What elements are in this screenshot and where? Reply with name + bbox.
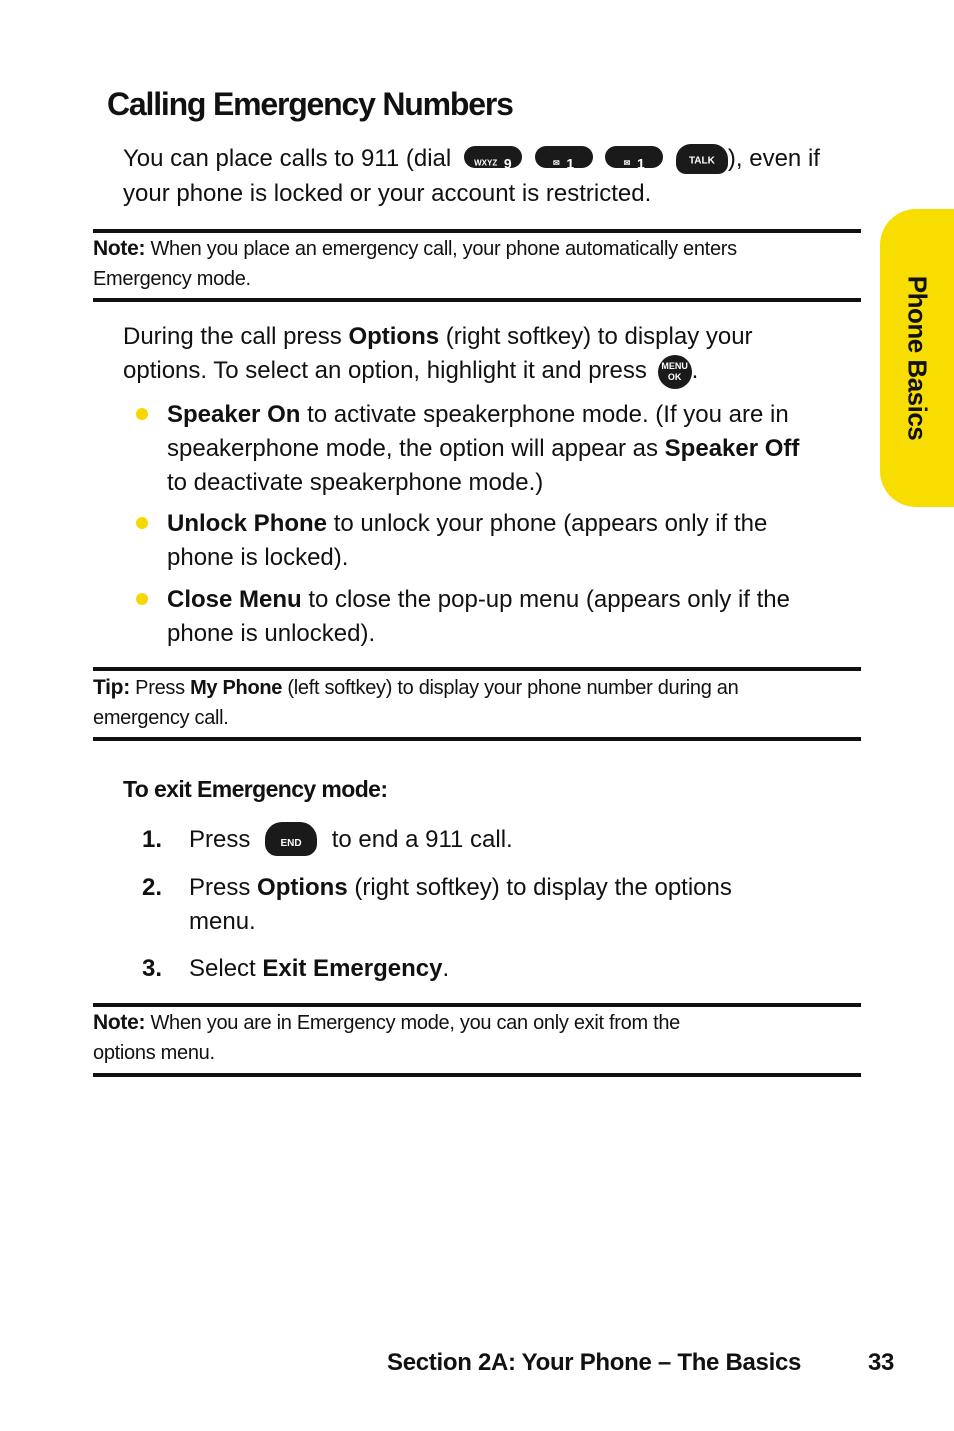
side-tab-label: Phone Basics	[902, 275, 933, 441]
step-number: 3.	[142, 955, 163, 982]
bullet-item-close: Close Menu to close the pop-up menu (appears only if the phone is unlocked).	[167, 586, 790, 647]
bullet-icon	[136, 517, 148, 529]
intro-text-end: ), even if	[727, 145, 820, 172]
key-1-icon-second: ✉ 1	[605, 146, 663, 168]
intro-line-2: your phone is locked or your account is restricted.	[123, 180, 652, 207]
menu-ok-key-icon: MENU OK	[658, 355, 692, 389]
bullet-icon	[136, 593, 148, 605]
key-1-icon: ✉ 1	[535, 146, 593, 168]
step-1: Press END to end a 911 call.	[189, 823, 513, 858]
step-2: Press Options (right softkey) to display the options menu.	[189, 874, 732, 935]
exit-heading: To exit Emergency mode:	[123, 776, 388, 802]
note-top-rule	[93, 229, 861, 233]
intro-text-start: You can place calls to 911 (dial	[123, 145, 452, 172]
intro-line-1	[123, 142, 863, 176]
page-number: 33	[868, 1349, 895, 1376]
footer-section: Section 2A: Your Phone – The Basics	[387, 1349, 802, 1376]
bullet-item-speaker: Speaker On to activate speakerphone mode. (If you are in speakerphone mode, the option will appear as Speaker Off to deactivate speakerphone mode.)	[167, 401, 800, 496]
options-line-2: options. To select an option, highlight it and press MENU OK .	[123, 354, 698, 389]
note2-top-rule	[93, 1003, 861, 1007]
note2-label: Note:	[93, 1011, 146, 1034]
note-text-2: Emergency mode.	[93, 268, 251, 290]
note-box	[93, 234, 861, 294]
talk-key-icon: TALK	[676, 144, 728, 174]
bullet-icon	[136, 408, 148, 420]
step-number: 1.	[142, 826, 163, 853]
tip-top-rule	[93, 667, 861, 671]
note2-box: Note: When you are in Emergency mode, you can only exit from the options menu.	[93, 1011, 680, 1064]
note-bottom-rule	[93, 298, 861, 302]
step-number: 2.	[142, 874, 163, 901]
step-3: Select Exit Emergency.	[189, 955, 450, 982]
page-title: Calling Emergency Numbers	[107, 86, 513, 122]
note-text: When you place an emergency call, your phone automatically enters	[150, 238, 737, 260]
note2-bottom-rule	[93, 1073, 861, 1077]
note-label: Note:	[93, 237, 146, 260]
key-9-icon: WXYZ 9	[464, 146, 522, 168]
bullet-item-unlock: Unlock Phone to unlock your phone (appears only if the phone is locked).	[167, 510, 768, 571]
tip-box: Tip: Press My Phone (left softkey) to display your phone number during an emergency call.	[93, 676, 739, 729]
tip-bottom-rule	[93, 737, 861, 741]
tip-label: Tip:	[93, 676, 130, 699]
options-line-1: During the call press Options (right softkey) to display your	[123, 323, 753, 350]
end-key-icon: END	[265, 822, 317, 856]
